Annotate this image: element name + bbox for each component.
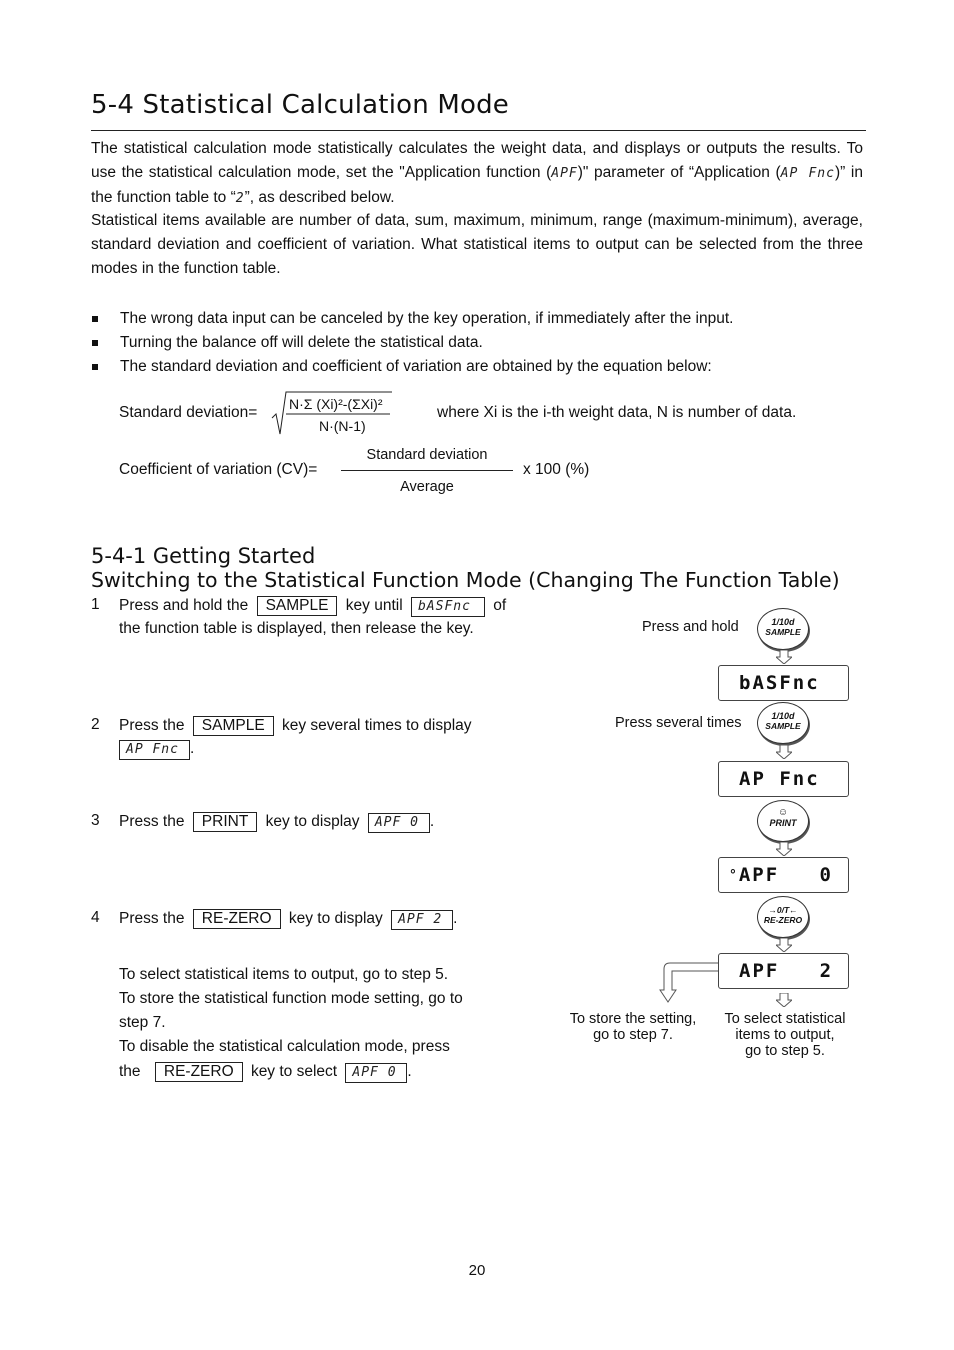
rezero-key: RE-ZERO [193,909,281,929]
step-number: 1 [91,596,100,613]
sample-key: SAMPLE [257,596,338,616]
note-line: the RE-ZERO key to select APF 0 . [119,1062,412,1083]
cv-fraction-line [341,470,513,471]
cv-denominator: Average [400,479,454,495]
down-arrow-icon [776,938,792,952]
bent-arrow-icon [656,960,720,1006]
sample-button-icon: 1/10d SAMPLE [757,702,809,744]
display-apf-0: APF 0 [345,1063,407,1083]
press-several-label: Press several times [615,715,742,731]
intro-paragraph-1: The statistical calculation mode statistically calculates the weight data, and displays or outputs the results. To use the statistical calculation mode, set the "Application function (APF)" parameter of “Application (AP Fnc)” in the function table to “2”, as described below. [91,140,863,206]
step-number: 4 [91,909,100,926]
lcd-display: APF 2 [718,953,849,989]
sample-button-icon: 1/10d SAMPLE [757,608,809,650]
sd-label: Standard deviation= [119,404,258,421]
sub-heading: 5-4-1 Getting Started [91,544,316,568]
page-title: 5-4 Statistical Calculation Mode [91,90,510,120]
display-apf-2: APF 2 [391,910,453,930]
down-arrow-icon [776,745,792,759]
sd-numerator: N·Σ (Xi)²-(ΣXi)² [289,396,383,412]
cv-label: Coefficient of variation (CV)= [119,461,318,478]
step-number: 2 [91,716,100,733]
cv-suffix: x 100 (%) [523,461,590,478]
bullet-item: The wrong data input can be canceled by the key operation, if immediately after the input. [91,307,851,331]
title-rule [91,130,866,131]
display-basfnc: bASFnc [411,597,485,617]
down-arrow-icon [776,993,792,1007]
apfnc-display-text: AP Fnc [780,166,835,181]
down-arrow-icon [776,650,792,664]
note-line: step 7. [119,1014,166,1031]
sd-note: where Xi is the i-th weight data, N is number of data. [437,404,797,421]
print-button-icon: ☺ PRINT [757,800,809,842]
sub-heading-2: Switching to the Statistical Function Mode (Changing The Function Table) [91,568,840,592]
step-2-line: Press the SAMPLE key several times to display [119,717,472,734]
rezero-button-icon: →0/T← RE-ZERO [757,896,809,938]
sample-key: SAMPLE [193,716,274,736]
step-1-line: Press and hold the SAMPLE key until bASFnc of [119,596,506,617]
display-apfnc: AP Fnc [119,740,190,760]
step-1-line-2: the function table is displayed, then release the key. [119,620,474,637]
step-2-line-2: AP Fnc . [119,740,194,760]
lcd-display: bASFnc [718,665,849,701]
page-number: 20 [468,1262,486,1279]
bullet-item: The standard deviation and coefficient of variation are obtained by the equation below: [91,355,851,379]
step-4-line: Press the RE-ZERO key to display APF 2 . [119,909,457,930]
step-number: 3 [91,812,100,829]
cv-numerator: Standard deviation [366,447,488,463]
store-setting-label: To store the setting, go to step 7. [569,1011,697,1043]
down-arrow-icon [776,842,792,856]
note-line: To store the statistical function mode setting, go to [119,990,463,1007]
intro-paragraph-2: Statistical items available are number of data, sum, maximum, minimum, range (maximum-minimum), average, standard deviation and coefficient of variation. What statistical items to output can be selected from the three modes in the function table. [91,212,863,277]
bullet-list [91,307,851,379]
note-line: To disable the statistical calculation mode, press [119,1038,450,1055]
step-3-line: Press the PRINT key to display APF 0 . [119,812,434,833]
lcd-display: AP Fnc [718,761,849,797]
bullet-item: Turning the balance off will delete the statistical data. [91,331,851,355]
lcd-display: ° APF 0 [718,857,849,893]
sd-denominator: N·(N-1) [319,418,366,434]
rezero-key: RE-ZERO [155,1062,243,1082]
print-key: PRINT [193,812,258,832]
apf-display-text: APF [551,166,578,181]
two-display-text: 2 [235,191,245,206]
select-items-label: To select statistical items to output, go to step 5. [724,1011,846,1059]
note-line: To select statistical items to output, go to step 5. [119,966,449,983]
display-apf-0: APF 0 [368,813,430,833]
press-hold-label: Press and hold [642,619,739,635]
